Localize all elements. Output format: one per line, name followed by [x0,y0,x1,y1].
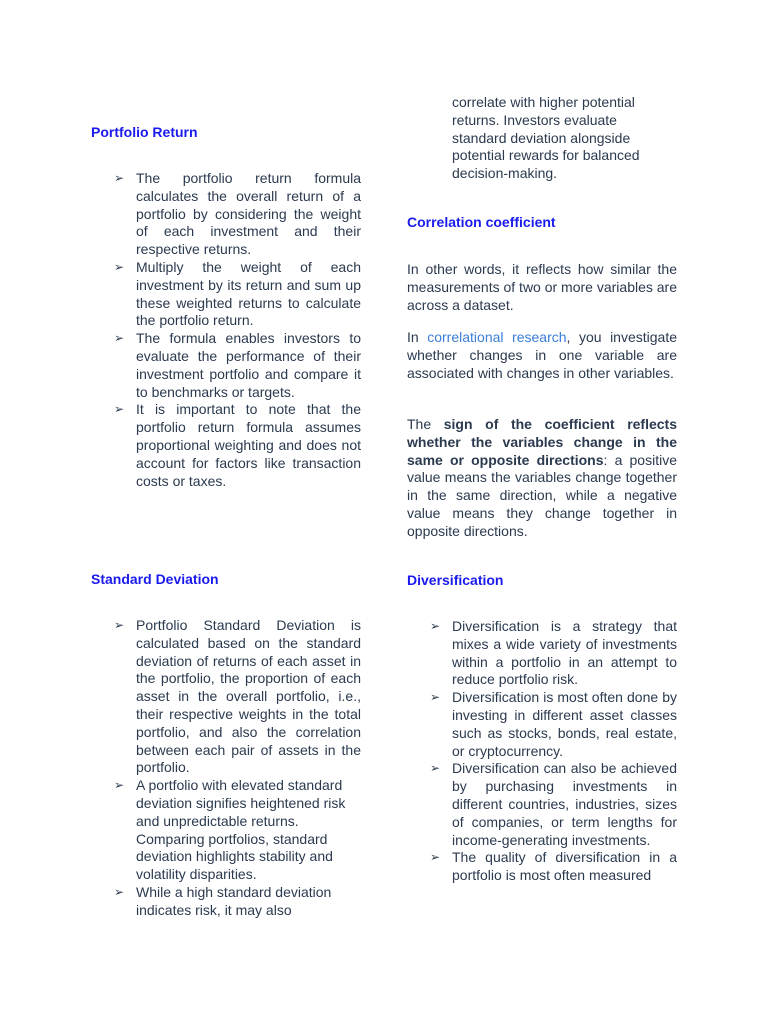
correlation-paragraph-3: The sign of the coefficient reflects whether the variables change in the same or opposite directions: a positive value means the variables change together in the same direction, while a negative value means they change together in opposite directions. [407,416,678,539]
standard-deviation-list [114,617,361,920]
correlation-paragraph-1: In other words, it reflects how similar the measurements of two or more variables are across a dataset. [407,261,677,313]
list-item: ➢ Diversification is most often done by investing in different asset classes such as stocks, bonds, real estate, or cryptocurrency. [430,689,677,759]
arrow-bullet-icon: ➢ [114,171,125,185]
correlation-paragraph-2: In correlational research, you investigate whether changes in one variable are associated with changes in other variables. [407,329,677,381]
arrow-bullet-icon: ➢ [114,778,125,793]
list-item: ➢ Multiply the weight of each investment by its return and sum up these weighted returns to calculate the portfolio return. [114,258,361,329]
arrow-bullet-icon: ➢ [430,619,441,633]
list-item: ➢ A portfolio with elevated standard deviation signifies heightened risk and unpredictable returns. Comparing portfolios, standard deviation highlights stability and volatility disparities. [114,777,346,883]
list-item: ➢ Diversification is a strategy that mixes a wide variety of investments within a portfolio in an attempt to reduce portfolio risk. [430,618,677,688]
emphasis-text: sign of the coefficient reflects whether the variables change in the same or opposite directions [407,416,678,468]
list-item: ➢ The portfolio return formula calculates the overall return of a portfolio by considering the weight of each investment and their respective returns. [114,170,361,258]
heading-portfolio-return: Portfolio Return [91,124,198,140]
list-item: ➢ The quality of diversification in a portfolio is most often measured [430,849,677,884]
list-item: ➢ Diversification can also be achieved by purchasing investments in different countries, industries, sizes of companies, or term lengths for income-generating investments. [430,760,677,848]
list-item: ➢ The formula enables investors to evaluate the performance of their investment portfolio and compare it to benchmarks or targets. [114,330,361,400]
arrow-bullet-icon: ➢ [114,884,125,899]
arrow-bullet-icon: ➢ [114,331,125,346]
heading-standard-deviation: Standard Deviation [91,571,219,587]
arrow-bullet-icon: ➢ [114,402,125,417]
heading-correlation-coefficient: Correlation coefficient [407,214,556,230]
arrow-bullet-icon: ➢ [430,761,441,776]
continued-text: correlate with higher potential returns. Investors evaluate standard deviation alongside potential rewards for balanced decision-making. [452,94,640,182]
list-item: ➢ It is important to note that the portfolio return formula assumes proportional weighting and does not account for factors like transaction costs or taxes. [114,401,361,489]
arrow-bullet-icon: ➢ [114,618,125,632]
list-item: ➢ While a high standard deviation indicates risk, it may also [114,883,332,918]
arrow-bullet-icon: ➢ [430,850,441,865]
correlational-research-link[interactable]: correlational research [427,329,567,345]
arrow-bullet-icon: ➢ [430,690,441,705]
portfolio-return-list [114,170,361,490]
arrow-bullet-icon: ➢ [114,259,125,274]
heading-diversification: Diversification [407,572,504,588]
list-item: ➢ Portfolio Standard Deviation is calculated based on the standard deviation of returns of each asset in the portfolio, the proportion of each asset in the overall portfolio, i.e., their respective weights in the total portfolio, and also the correlation between each pair of assets in the portfolio. [114,617,361,776]
diversification-list [430,618,677,885]
